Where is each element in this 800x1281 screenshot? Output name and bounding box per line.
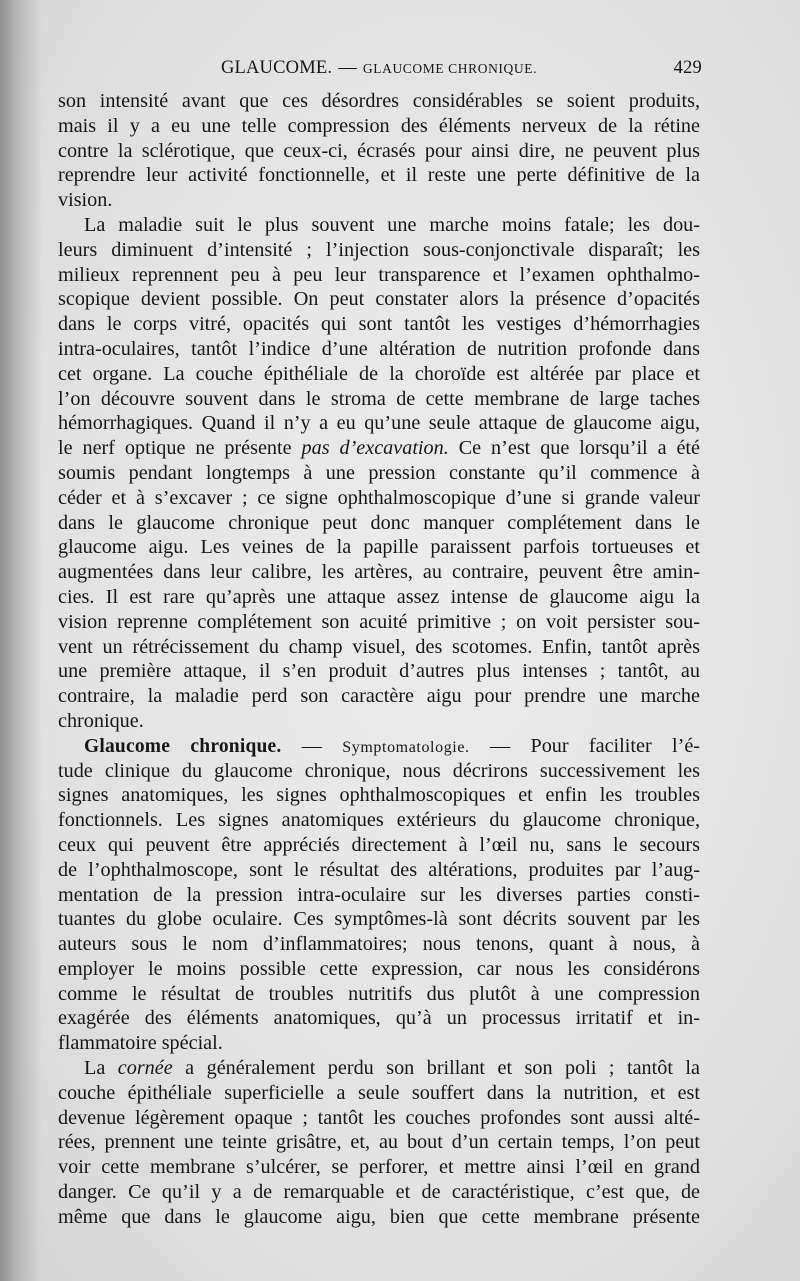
- section-heading-line: [58, 734, 700, 759]
- text-line: céder et à s’excaver ; ce signe ophthalmoscopique d’une si grande valeur: [58, 486, 700, 509]
- text-line: une première attaque, il s’en produit d’autres plus intenses ; tantôt, au: [58, 660, 700, 683]
- body-text: [58, 89, 700, 1230]
- text-line: cet organe. La couche épithéliale de la choroïde est altérée par place et: [58, 362, 700, 385]
- text-run: —: [281, 734, 343, 757]
- section-heading: Glaucome chronique.: [84, 735, 282, 757]
- text-line: soumis pendant longtemps à une pression constante qu’il commence à: [58, 461, 700, 484]
- text-line: auteurs sous le nom d’inflammatoires; nous tenons, quant à nous, à: [58, 933, 700, 956]
- text-line: ceux qui peuvent être appréciés directement à l’œil nu, sans le secours: [58, 833, 700, 856]
- text-run: Ce n’est que lorsqu’il a été: [448, 437, 700, 460]
- text-line: mentation de la pression intra-oculaire sur les diverses parties consti-: [58, 883, 700, 906]
- text-line: vision reprenne complétement son acuité primitive ; on voit persister sou-: [58, 610, 700, 633]
- text-line: augmentées dans leur calibre, les artères, au contraire, peuvent être amin-: [58, 561, 700, 584]
- text-line: de l’ophthalmoscope, sont le résultat des altérations, produites par l’aug-: [58, 858, 700, 881]
- text-line: signes anatomiques, les signes ophthalmoscopiques et enfin les troubles: [58, 784, 700, 807]
- text-line: tuantes du globe oculaire. Ces symptômes-là sont décrits souvent par les: [58, 908, 700, 931]
- text-line: chronique.: [58, 709, 144, 732]
- text-line: intra-oculaires, tantôt l’indice d’une altération de nutrition profonde dans: [58, 337, 700, 360]
- text-line: exagérée des éléments anatomiques, qu’à un processus irritatif et in-: [58, 1007, 700, 1030]
- text-run: La: [84, 1057, 118, 1080]
- text-run: le nerf optique ne présente: [58, 437, 302, 460]
- text-line: leurs diminuent d’intensité ; l’injection sous-conjonctivale disparaît; les: [58, 238, 700, 261]
- text-line: danger. Ce qu’il y a de remarquable et de caractéristique, c’est que, de: [58, 1181, 700, 1204]
- text-line: cies. Il est rare qu’après une attaque assez intense de glaucome aigu la: [58, 585, 700, 608]
- text-run: a généralement perdu son brillant et son poli ; tantôt la: [172, 1057, 700, 1080]
- running-head-separator: —: [338, 58, 357, 78]
- text-line: contre la sclérotique, que ceux-ci, écrasés pour ainsi dire, ne peuvent plus: [58, 139, 700, 162]
- text-line: milieux reprennent peu à peu leur transparence et l’examen ophthalmo-: [58, 263, 700, 286]
- text-line: dans le corps vitré, opacités qui sont tantôt les vestiges d’hémorrhagies: [58, 313, 700, 336]
- text-line: employer le moins possible cette expression, car nous les considérons: [58, 957, 700, 980]
- running-head-subtitle: GLAUCOME CHRONIQUE.: [362, 61, 538, 76]
- text-line: [58, 1056, 700, 1081]
- text-line: [58, 436, 700, 461]
- text-run: — Pour faciliter l’é-: [469, 734, 700, 757]
- text-line: fonctionnels. Les signes anatomiques extérieurs du glaucome chronique,: [58, 809, 700, 832]
- text-line: voir cette membrane s’ulcérer, se perforer, et mettre ainsi l’œil en grand: [58, 1156, 700, 1179]
- text-line: flammatoire spécial.: [58, 1032, 223, 1055]
- text-line: vision.: [58, 189, 113, 212]
- text-line: même que dans le glaucome aigu, bien que cette membrane présente: [58, 1205, 700, 1228]
- text-line: vent un rétrécissement du champ visuel, des scotomes. Enfin, tantôt après: [58, 635, 700, 658]
- running-head: [58, 58, 700, 86]
- text-line: son intensité avant que ces désordres considérables se soient produits,: [58, 90, 700, 112]
- text-line: La maladie suit le plus souvent une marche moins fatale; les dou-: [84, 213, 700, 236]
- text-line: l’on découvre souvent dans le stroma de cette membrane de large taches: [58, 387, 700, 410]
- text-line: tude clinique du glaucome chronique, nous décrirons successivement les: [58, 759, 700, 782]
- text-line: contraire, la maladie perd son caractère aigu pour prendre une marche: [58, 685, 700, 708]
- text-line: glaucome aigu. Les veines de la papille paraissent parfois tortueuses et: [58, 536, 700, 559]
- italic-text: pas d’excavation.: [301, 437, 449, 460]
- small-caps-subheading: Symptomatologie.: [342, 738, 470, 756]
- running-head-title: [58, 58, 700, 79]
- text-line: comme le résultat de troubles nutritifs dus plutôt à une compression: [58, 982, 700, 1005]
- text-line: hémorrhagiques. Quand il n’y a eu qu’une seule attaque de glaucome aigu,: [58, 412, 700, 435]
- text-line: scopique devient possible. On peut constater alors la présence d’opacités: [58, 288, 700, 311]
- text-line: couche épithéliale superficielle a seule souffert dans la nutrition, et est: [58, 1081, 700, 1104]
- page-number: 429: [673, 58, 702, 78]
- italic-text: cornée: [117, 1057, 173, 1080]
- text-line: rées, prennent une teinte grisâtre, et, au bout d’un certain temps, l’on peut: [58, 1131, 700, 1154]
- text-line: reprendre leur activité fonctionnelle, et il reste une perte définitive de la: [58, 164, 700, 187]
- text-line: devenue légèrement opaque ; tantôt les couches profondes sont aussi alté-: [58, 1106, 700, 1129]
- text-line: dans le glaucome chronique peut donc manquer complétement dans le: [58, 511, 700, 534]
- running-head-main: GLAUCOME.: [220, 58, 333, 78]
- text-line: mais il y a eu une telle compression des éléments nerveux de la rétine: [58, 114, 700, 137]
